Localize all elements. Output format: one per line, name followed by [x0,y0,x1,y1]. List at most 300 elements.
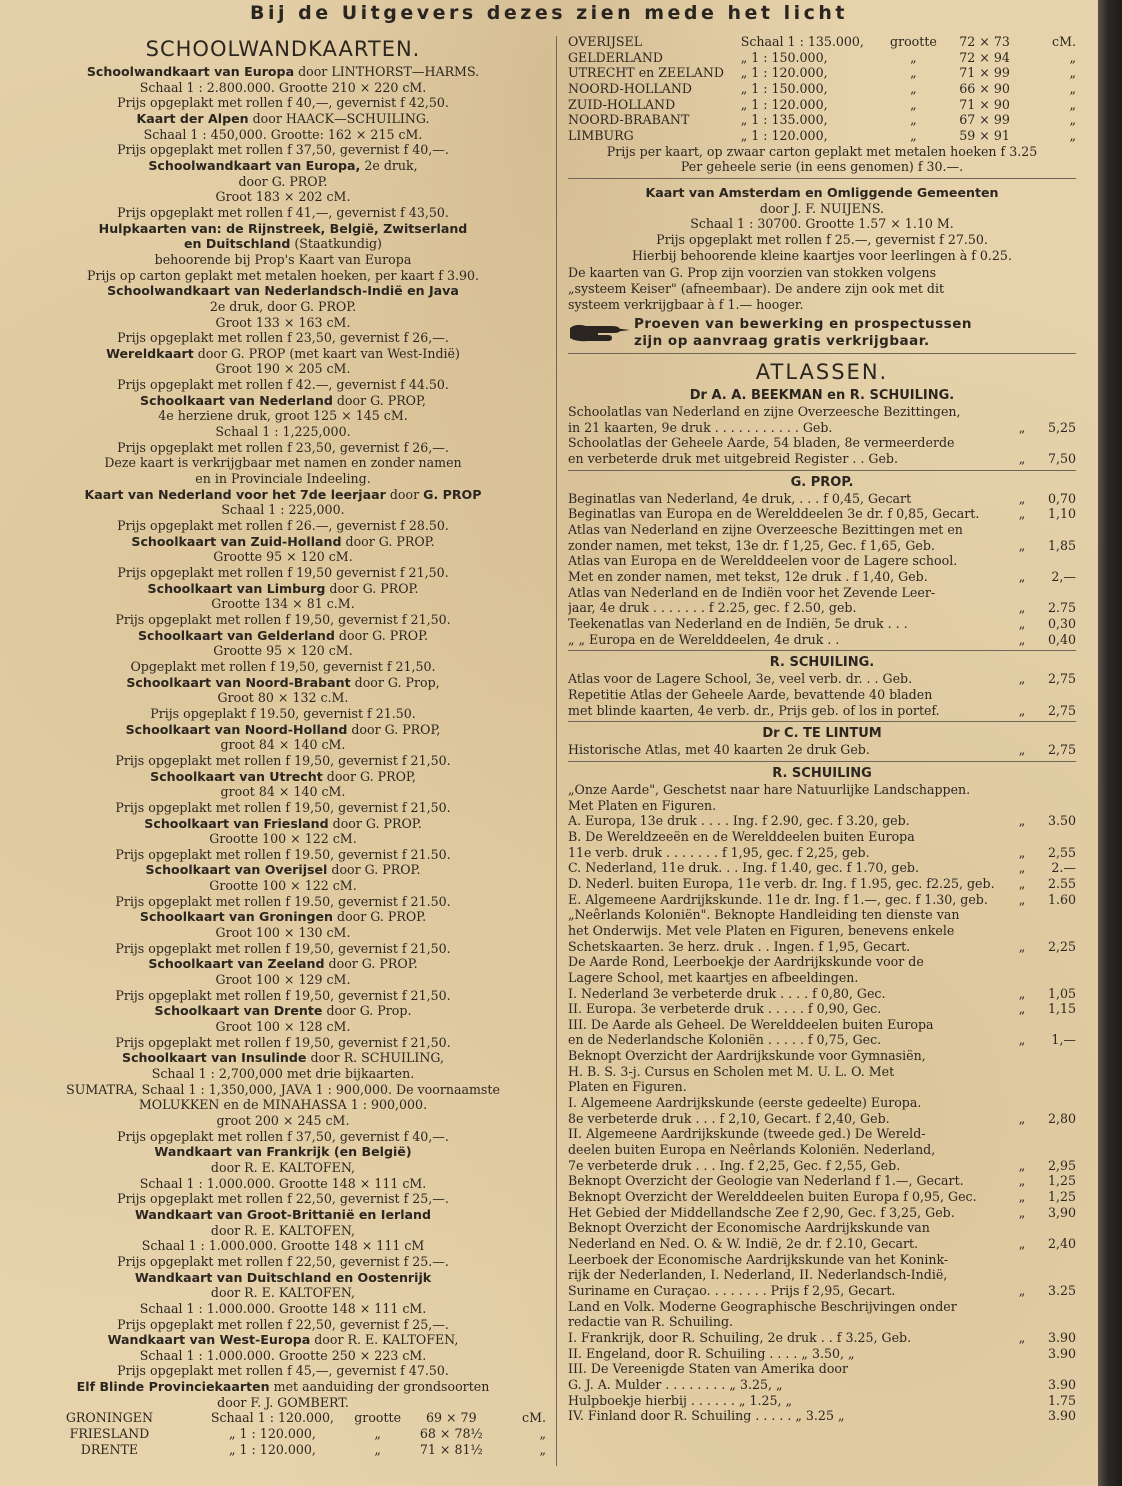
listing-line [20,549,546,565]
listing-line [20,1238,546,1254]
keiser-line: systeem verkrijgbaar à f 1.— hooger. [568,296,804,312]
listing-line [20,878,546,894]
atlas-entry-line: Beginatlas van Europa en de Werelddeelen 3e dr. f 0,85, Gecart. [568,506,980,522]
listing-text: Prijs opgeplakt f 19.50, gevernist f 21.50. [150,705,416,721]
listing-line [20,925,546,941]
ditto-mark: „ [1018,1282,1026,1298]
ditto-mark: „ [1018,631,1026,647]
listing-text: Groot 100 × 129 cM. [215,972,351,988]
atlas-entry-text [568,742,1008,758]
province-size-label: „ [910,112,917,128]
listing-line [20,424,546,440]
ditto-mark: „ [1018,1001,1026,1017]
atlas-entry-text [568,1346,1008,1362]
listing-line [20,377,546,393]
atlas-entry-line: 8e verbeterde druk . . . f 2,10, Gecart. f 2,40, Geb. [568,1110,890,1126]
atlas-entry [568,616,1076,632]
listing-line [20,909,546,925]
section-title-wall-maps: SCHOOLWANDKAARTEN. [145,37,421,61]
atlas-entry-line: I. Algemeene Aardrijkskunde (eerste gedeelte) Europa. [568,1095,922,1111]
province-row [568,81,1076,97]
atlas-price: 0,40 [1047,631,1076,647]
atlas-entry-line: B. De Wereldzeeën en de Werelddeelen buiten Europa [568,828,915,844]
divider [568,470,1076,471]
listing-line [20,315,546,331]
listing-title: Kaart der Alpen [136,110,249,126]
atlas-entry-line: Beknopt Overzicht der Economische Aardrijkskunde van [568,1220,930,1236]
listing-text: Schaal 1 : 1.000.000. Grootte 148 × 111 cM [141,1238,425,1254]
listing-line [20,1144,546,1160]
listing-line [20,831,546,847]
listing-line [20,1270,546,1286]
listing-text: door G. Prop. [322,1003,412,1019]
province-name: NOORD-BRABANT [568,112,690,128]
atlas-entry [568,1346,1076,1362]
province-row [20,1410,546,1426]
listing-line [20,643,546,659]
province-unit: „ [1069,112,1076,128]
atlas-entry-text [568,585,1008,616]
province-name: ZUID-HOLLAND [568,96,676,112]
listing-line [20,769,546,785]
listing-text: Grootte 100 × 122 cM. [209,878,357,894]
listing-text: Prijs opgeplakt met rollen f 22,50, gevernist f 25,—. [117,1316,449,1332]
listing-text: door R. E. KALTOFEN, [210,1222,356,1238]
listing-line [20,487,546,503]
book-spine [1098,0,1122,1486]
listing-line [20,299,546,315]
ditto-mark: „ [1018,1032,1026,1048]
atlas-entry-line: Met Platen en Figuren. [568,797,717,813]
atlas-entry [568,1189,1076,1205]
listing-text: (Staatkundig) [290,236,382,252]
atlas-entry-text [568,907,1008,954]
listing-title: en Duitschland [184,236,291,252]
province-row [568,34,1076,50]
atlas-entry-line: Teekenatlas van Nederland en de Indiën, 5e druk . . . [568,616,908,632]
atlas-price: 2,40 [1047,1236,1076,1251]
atlas-author-heading: Dr C. TE LINTUM [762,726,882,742]
listing-line [20,221,546,237]
atlas-entry-text [568,1299,1008,1330]
listing-title: Schoolkaart van Nederland [140,392,333,408]
atlas-entry [568,742,1076,758]
listing-text: Opgeplakt met rollen f 19,50, gevernist f 21,50. [130,658,436,674]
atlas-entry-text [568,1330,1008,1346]
ditto-mark: „ [1018,1173,1026,1189]
listing-line [20,408,546,424]
listing-text: Groot 100 × 128 cM. [215,1019,351,1035]
province-scale: „ 1 : 135.000, [740,112,828,128]
province-unit: „ [1069,127,1076,143]
province-size-label: „ [910,80,917,96]
listing-text: 2e druk, [360,157,418,173]
atlas-entry [568,632,1076,648]
province-scale: „ 1 : 120.000, [229,1426,316,1442]
listing-title: Schoolkaart van Friesland [144,815,329,831]
listing-line [20,502,546,518]
atlas-entry-line: Atlas van Nederland en de Indiën voor het Zevende Leer- [568,584,936,600]
listing-text: door G. PROP. [333,909,427,925]
divider [568,650,1076,651]
listing-line [20,346,546,362]
ditto-mark: „ [1018,537,1026,553]
amsterdam-map-entry [568,185,1076,263]
atlas-entry-line: Beknopt Overzicht der Geologie van Nederland f 1.—, Gecart. [568,1173,964,1189]
atlas-entry [568,860,1076,876]
atlas-entry [568,553,1076,584]
atlas-entry [568,404,1076,435]
ditto-mark: „ [1018,938,1026,954]
province-name: UTRECHT en ZEELAND [568,65,724,81]
atlas-author-heading: Dr A. A. BEEKMAN en R. SCHUILING. [689,388,955,404]
atlas-entry-text [568,671,1008,687]
province-size-label: grootte [890,34,937,49]
province-name: NOORD-HOLLAND [568,80,692,96]
province-row [568,50,1076,66]
listing-text: door G. PROP, [347,721,441,737]
listing-line [20,1003,546,1019]
listing-line [20,1191,546,1207]
divider [568,721,1076,722]
listing-text: Grootte 100 × 122 cM. [209,831,357,847]
province-scale: „ 1 : 120.000, [740,65,828,81]
atlas-entry-line: deelen buiten Europa en Neêrlands Koloniën. Nederland, [568,1142,936,1158]
atlas-price: 1.75 [1047,1392,1076,1408]
amsterdam-line: Schaal 1 : 30700. Grootte 1.57 × 1.10 M. [690,216,954,232]
listing-text: Prijs opgeplakt met rollen f 37,50, gevernist f 40,—. [117,1128,449,1144]
atlas-price: 2,95 [1047,1157,1076,1173]
atlas-entry-line: Repetitie Atlas der Geheele Aarde, bevattende 40 bladen [568,687,933,702]
atlas-entry-text [568,1361,1008,1392]
listing-line [20,972,546,988]
listing-title: Schoolkaart van Limburg [147,580,326,596]
listing-line [20,800,546,816]
listing-line [20,1097,546,1113]
listing-line [20,894,546,910]
atlas-entry-text [568,506,1008,522]
atlas-entry-line: in 21 kaarten, 9e druk . . . . . . . . . . . Geb. [568,419,833,435]
amsterdam-line: Prijs opgeplakt met rollen f 25.—, gevernist f 27.50. [656,231,988,247]
province-size: 71 × 99 [959,65,1010,81]
listing-line [20,64,546,80]
listing-text: Prijs opgeplakt met rollen f 23,50, gevernist f 26,—. [117,330,449,346]
listing-line [20,612,546,628]
listing-line [20,1082,546,1098]
listing-text: Groot 183 × 202 cM. [215,189,351,205]
listing-line [20,158,546,174]
atlas-entry-line: Atlas van Nederland en zijne Overzeesche Bezittingen met en [568,522,963,538]
atlas-entry-text [568,1126,1008,1173]
atlas-entry-line: A. Europa, 13e druk . . . . Ing. f 2.90, gec. f 3.20, geb. [568,813,910,829]
atlas-entry-text [568,1220,1008,1251]
province-unit: „ [1069,49,1076,65]
listing-line [20,581,546,597]
listing-line [20,1050,546,1066]
listing-text: Prijs opgeplakt met rollen f 19,50, gevernist f 21,50. [115,752,451,768]
province-size-label: „ [910,127,917,143]
listing-title: Schoolkaart van Noord-Holland [125,721,348,737]
listing-text: Prijs opgeplakt met rollen f 19,50 gevernist f 21,50. [117,565,449,580]
ditto-mark: „ [1018,600,1026,616]
listing-line [20,1332,546,1348]
atlas-entry-line: zonder namen, met tekst, 13e dr. f 1,25, Gec. f 1,65, Geb. [568,537,935,553]
atlas-entry-text [568,782,1008,813]
atlas-entry-text [568,1393,1008,1409]
atlas-entry-text [568,954,1008,985]
amsterdam-map-title: Kaart van Amsterdam en Omliggende Gemeenten [645,184,999,200]
province-row [568,97,1076,113]
listing-line [20,956,546,972]
province-row [568,65,1076,81]
listing-title: Wandkaart van Groot-Brittanië en Ierland [134,1206,432,1222]
listing-text: groot 84 × 140 cM. [220,784,346,800]
proof-notice [568,316,1076,350]
listing-title: Wandkaart van Duitschland en Oostenrijk [134,1269,432,1285]
listing-line [20,816,546,832]
province-scale: „ 1 : 150.000, [740,49,828,65]
listing-title: Elf Blinde Provinciekaarten [76,1379,270,1395]
listing-line [20,518,546,534]
atlas-price: 2,25 [1047,938,1076,954]
atlas-entry-line: Met en zonder namen, met tekst, 12e druk . f 1,40, Geb. [568,569,928,585]
province-unit: „ [1069,80,1076,96]
listing-text: door G. PROP. [334,627,428,643]
listing-text: door LINTHORST—HARMS. [294,64,480,79]
listing-line [20,111,546,127]
listing-text: Groot 133 × 163 cM. [215,314,351,330]
atlas-entry-line: IV. Finland door R. Schuiling . . . . . „ 3.25 „ [568,1408,845,1424]
right-column [568,34,1076,1424]
listing-title: Schoolwandkaart van Nederlandsch-Indië en Java [107,283,459,299]
listing-text: Schaal 1 : 450,000. Grootte: 162 × 215 cM. [143,126,423,142]
atlas-author-heading: R. SCHUILING. [769,655,875,671]
price-line: Prijs per kaart, op zwaar carton geplakt met metalen hoeken f 3.25 [606,143,1038,159]
listing-line [20,1301,546,1317]
listing-line [20,142,546,158]
listing-title: Schoolwandkaart van Europa [86,64,295,79]
atlas-entry-text [568,1017,1008,1048]
atlas-entry-text [568,876,1008,892]
proof-line: Proeven van bewerking en prospectussen [634,316,972,333]
atlas-entry [568,892,1076,908]
province-size: 72 × 94 [959,49,1010,65]
atlas-entry [568,1126,1076,1173]
atlas-entry-line: Leerboek der Economische Aardrijkskunde van het Konink- [568,1251,949,1267]
listing-text: Grootte 134 × 81 c.M. [211,596,355,612]
atlas-entry-line: 7e verbeterde druk . . . Ing. f 2,25, Gec. f 2,55, Geb. [568,1157,901,1173]
atlas-entry [568,1252,1076,1299]
province-unit: „ [539,1426,546,1442]
atlas-entry-text [568,522,1008,553]
listing-text: MOLUKKEN en de MINAHASSA 1 : 900,000. [138,1097,428,1113]
listing-text: door G. PROP, [332,392,426,408]
atlas-entry-text [568,892,1008,908]
atlas-entry [568,506,1076,522]
province-size-label: grootte [354,1410,402,1426]
province-scale: „ 1 : 120.000, [740,96,828,112]
listing-title: Schoolkaart van Utrecht [150,768,323,784]
atlas-entry-line: Beknopt Overzicht der Aardrijkskunde voor Gymnasiën, [568,1048,926,1064]
column-divider [556,36,557,1466]
atlas-entry [568,585,1076,616]
atlas-entry-line: Suriname en Curaçao. . . . . . . . Prijs f 2,95, Gecart. [568,1282,896,1298]
atlas-price: 1,10 [1047,506,1076,522]
province-size-label: „ [374,1441,381,1457]
listing-line [20,675,546,691]
atlas-entry [568,1205,1076,1221]
atlas-price: 7,50 [1047,451,1076,467]
listing-text: door G. PROP. [324,956,418,972]
listing-line [20,534,546,550]
atlas-entry-text [568,1252,1008,1299]
listing-text: SUMATRA, Schaal 1 : 1,350,000, JAVA 1 : 900,000. De voornaamste [66,1081,500,1097]
atlas-price: 1.60 [1047,891,1076,907]
atlas-entry-line: Beginatlas van Nederland, 4e druk, . . . f 0,45, Gecart [568,490,912,506]
atlas-price: 1,85 [1047,537,1076,553]
province-size: 71 × 81½ [419,1441,483,1457]
listing-text: Groot 100 × 130 cM. [215,925,351,941]
atlas-entry-line: jaar, 4e druk . . . . . . . f 2.25, gec. f 2.50, geb. [568,600,857,616]
listing-text: door G. PROP. [341,533,435,549]
ditto-mark: „ [1018,419,1026,435]
atlas-entry-line: Atlas van Europa en de Werelddeelen voor de Lagere school. [568,553,958,569]
listing-line [20,440,546,456]
atlas-entry-text [568,1189,1008,1205]
listing-text: behoorende bij Prop's Kaart van Europa [154,251,412,267]
listing-text: door R. E. KALTOFEN, [210,1159,356,1175]
listing-line [20,628,546,644]
listing-line [20,1317,546,1333]
listing-author: G. PROP [423,486,482,502]
atlas-entry [568,954,1076,985]
listing-line [20,252,546,268]
atlas-entry-line: Land en Volk. Moderne Geographische Beschrijvingen onder [568,1298,957,1314]
listing-text: door G. Prop, [350,674,440,690]
listing-line [20,283,546,299]
atlas-entry-line: met blinde kaarten, 4e verb. dr., Prijs geb. of los in portef. [568,702,940,718]
ditto-mark: „ [1018,490,1026,506]
province-name: FRIESLAND [69,1426,150,1442]
listing-title: Schoolkaart van Gelderland [137,627,335,643]
atlas-entry [568,1393,1076,1409]
atlas-entry-line: Atlas voor de Lagere School, 3e, veel verb. dr. . . Geb. [568,671,913,687]
wall-map-list [20,64,546,1410]
atlas-entry [568,1299,1076,1330]
atlas-entry-line: en de Nederlandsche Koloniën . . . . . f 0,75, Gec. [568,1032,882,1048]
atlas-price: 0,70 [1047,490,1076,506]
atlas-price: 0,30 [1047,616,1076,632]
listing-line [20,361,546,377]
listing-text: groot 84 × 140 cM. [220,737,346,753]
atlas-entry [568,782,1076,813]
listing-line [20,659,546,675]
atlas-entry [568,435,1076,466]
listing-line [20,393,546,409]
atlas-entry [568,1095,1076,1126]
ditto-mark: „ [1018,1189,1026,1205]
atlas-entry-line: Schoolatlas der Geheele Aarde, 54 bladen, 8e vermeerderde [568,435,955,451]
atlas-entry [568,1017,1076,1048]
proof-line: zijn op aanvraag gratis verkrijgbaar. [634,333,930,350]
listing-text: door [385,486,424,502]
listing-title: Kaart van Nederland voor het 7de leerjaar [84,486,386,502]
atlas-price: 2,75 [1047,702,1076,718]
listing-text: Schaal 1 : 1.000.000. Grootte 250 × 223 cM. [139,1347,427,1363]
listing-line [20,1348,546,1364]
atlas-entry-line: II. Europa. 3e verbeterde druk . . . . . f 0,90, Gec. [568,1001,882,1017]
listing-line [20,941,546,957]
listing-line [20,862,546,878]
province-scale: „ 1 : 120.000, [740,127,828,143]
province-scale: „ 1 : 150.000, [740,80,828,96]
ditto-mark: „ [1018,506,1026,522]
listing-line [20,1160,546,1176]
listing-text: Prijs opgeplakt met rollen f 19,50, gevernist f 21,50. [115,1034,451,1050]
atlas-entry-text [568,1095,1008,1126]
province-size: 72 × 73 [959,34,1010,49]
province-name: LIMBURG [568,127,634,143]
atlas-price: 5,25 [1047,419,1076,435]
listing-line [20,565,546,581]
listing-text: Prijs opgeplakt met rollen f 41,—, gevernist f 43,50. [117,204,449,220]
atlas-entry-line: redactie van R. Schuiling. [568,1314,734,1330]
atlas-entry-text [568,687,1008,718]
province-scale: Schaal 1 : 120.000, [210,1410,335,1426]
atlas-entry-line: C. Nederland, 11e druk. . . Ing. f 1.40, gec. f 1.70, geb. [568,860,919,876]
atlas-entry [568,876,1076,892]
listing-line [20,1395,546,1411]
listing-text: door HAACK—SCHUILING. [248,110,430,126]
province-name: OVERIJSEL [568,34,643,49]
listing-text: Prijs opgeplakt met rollen f 37,50, gevernist f 40,—. [117,142,449,158]
atlas-entry-line: I. Nederland 3e verbeterde druk . . . . f 0,80, Gec. [568,985,886,1001]
listing-title: Schoolkaart van Overijsel [145,862,328,878]
ditto-mark: „ [1018,1157,1026,1173]
ditto-mark: „ [1018,671,1026,687]
listing-line [20,988,546,1004]
atlas-price: 2.75 [1047,600,1076,616]
province-unit: „ [539,1441,546,1457]
province-size: 66 × 90 [959,80,1010,96]
atlas-entry [568,671,1076,687]
atlas-author-heading: R. SCHUILING [772,765,872,781]
atlas-entry [568,1330,1076,1346]
ditto-mark: „ [1018,1110,1026,1126]
atlas-price: 1,05 [1047,985,1076,1001]
atlas-entry-line: Schoolatlas van Nederland en zijne Overzeesche Bezittingen, [568,404,961,420]
listing-text: 2e druk, door G. PROP. [209,298,357,314]
province-size-label: „ [910,96,917,112]
province-size-label: „ [910,65,917,81]
pointing-hand-icon [568,320,634,346]
listing-text: Prijs op carton geplakt met metalen hoeken, per kaart f 3.90. [86,267,480,283]
province-row [20,1426,546,1442]
atlas-entry-line: „ „ Europa en de Werelddeelen, 4e druk . . [568,631,840,647]
listing-text: Prijs opgeplakt met rollen f 40,—, gevernist f 42,50. [117,95,449,111]
atlas-entry-line: E. Algemeene Aardrijkskunde. 11e dr. Ing. f 1.—, gec. f 1.30, geb. [568,891,988,907]
atlas-author-heading: G. PROP. [790,474,854,490]
atlas-entry-text [568,1173,1008,1189]
listing-title: Hulpkaarten van: de Rijnstreek, België, Zwitserland [98,220,468,236]
listing-text: Prijs opgeplakt met rollen f 22,50, gevernist f 25,—. [117,1191,449,1207]
province-name: DRENTE [80,1441,139,1457]
atlas-price: 3.90 [1047,1376,1076,1392]
atlas-entry-line: III. De Aarde als Geheel. De Werelddeelen buiten Europa [568,1016,934,1032]
listing-line [20,1176,546,1192]
atlas-entry [568,1173,1076,1189]
atlas-entry [568,907,1076,954]
